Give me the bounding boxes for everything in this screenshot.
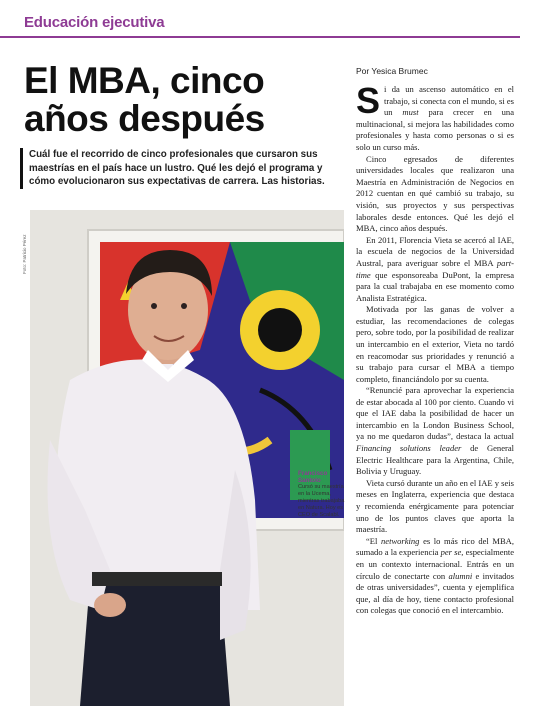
photo-credit: Foto: Patricio Pérez: [22, 234, 27, 274]
p7-emphasis-2: per se: [440, 547, 462, 558]
headline-line-1: El MBA, cinco: [24, 60, 265, 101]
byline: Por Yesica Brumec: [356, 66, 428, 76]
p7-text-d: e invitados de otras universidades”, cuenta y ejemplifica que, al día de hoy, tiene contacto profesional con colegas que conoció en el intercambio.: [356, 570, 514, 616]
p1-emphasis: must: [402, 107, 419, 118]
paragraph-5: [356, 385, 514, 478]
p7-text-b: es lo más rico del MBA, sumado a la experiencia: [356, 535, 514, 558]
p7-emphasis-3: alumni: [448, 570, 473, 581]
p5-text-a: “Renuncié para aprovechar la experiencia de estar abocada al 100 por ciento. Cuando vi que el IAE daba la posibilidad de hacer un intercambio en la London Business School, ya no me quedaron dudas”, destaca la actual: [356, 385, 514, 442]
headline-line-2: años después: [24, 98, 265, 139]
p5-emphasis: Financing solutions leader: [356, 442, 462, 453]
p3-emphasis: part-time: [356, 257, 514, 280]
p7-text-c: , especialmente en un contexto internacional. Entrás en un círculo de conectarte con: [356, 547, 515, 581]
drop-cap: S: [356, 80, 381, 121]
p1-text-b: para crecer en una multinacional, si mejora las habilidades como profesionales y hasta como personas o si es solo un curso más.: [356, 107, 514, 152]
deck-summary: Cuál fue el recorrido de cinco profesionales que cursaron sus maestrías en el país hace un lustro. Qué les dejó el programa y cómo evolucionaron sus expectativas de carrera. Las historias.: [20, 148, 347, 189]
caption-name: Francisco Santolo: [298, 470, 328, 484]
portrait-illustration: [30, 210, 344, 706]
p5-text-b: de General Electric Healthcare para la Argentina, Chile, Bolivia y Uruguay.: [356, 442, 514, 477]
body-column-upper: [356, 80, 515, 385]
paragraph-4: Motivada por las ganas de volver a estudiar, las recomendaciones de colegas pero, sobre todo, por la posibilidad de realizar un intercambio en el exterior, Vieta no tardó en reacomodar sus prioridades y renunció a su trabajo para cursar el MBA a tiempo completo, financiándolo por su cuenta.: [356, 304, 514, 384]
caption-text: Cursó su maestría en la Ucema, mientras trabajaba en Natura. Hoy es CEO de Scalabl.: [298, 484, 345, 518]
photo-caption: [298, 470, 350, 519]
paragraph-7: [356, 536, 514, 617]
p7-emphasis-1: networking: [381, 535, 420, 546]
paragraph-3: [356, 235, 514, 305]
body-column-wrap: [356, 385, 514, 617]
section-label: Educación ejecutiva: [24, 14, 165, 31]
p3-text-b: que esponsoreaba DuPont, la empresa para la cual trabajaba en ese momento como Analista Estratégica.: [356, 269, 515, 303]
paragraph-2: Cinco egresados de diferentes universidades locales que realizaron una Maestría en Administración de Negocios en 2012 cuentan en qué cambió su trabajo, su visión, sus proyectos y sus perspectivas laborales desde entonces. Qué les dejó el MBA, cinco años después.: [356, 153, 514, 234]
paragraph-6: Vieta cursó durante un año en el IAE y seis meses en Inglaterra, experiencia que destaca y recomienda enérgicamente para potenciar uno de los puntos claves que aporta la maestría.: [356, 477, 514, 535]
portrait-photo: [30, 210, 344, 706]
p7-text-a: “El: [366, 535, 378, 546]
p1-text-a: i da un ascenso automático en el trabajo, si conecta con el mundo, si es un: [384, 84, 514, 118]
paragraph-1: [356, 80, 514, 154]
p3-text-a: En 2011, Florencia Vieta se acercó al IAE, la escuela de negocios de la Universidad Austral, para averiguar sobre el MBA: [356, 234, 514, 268]
section-header: [0, 14, 520, 38]
headline: [24, 62, 344, 138]
